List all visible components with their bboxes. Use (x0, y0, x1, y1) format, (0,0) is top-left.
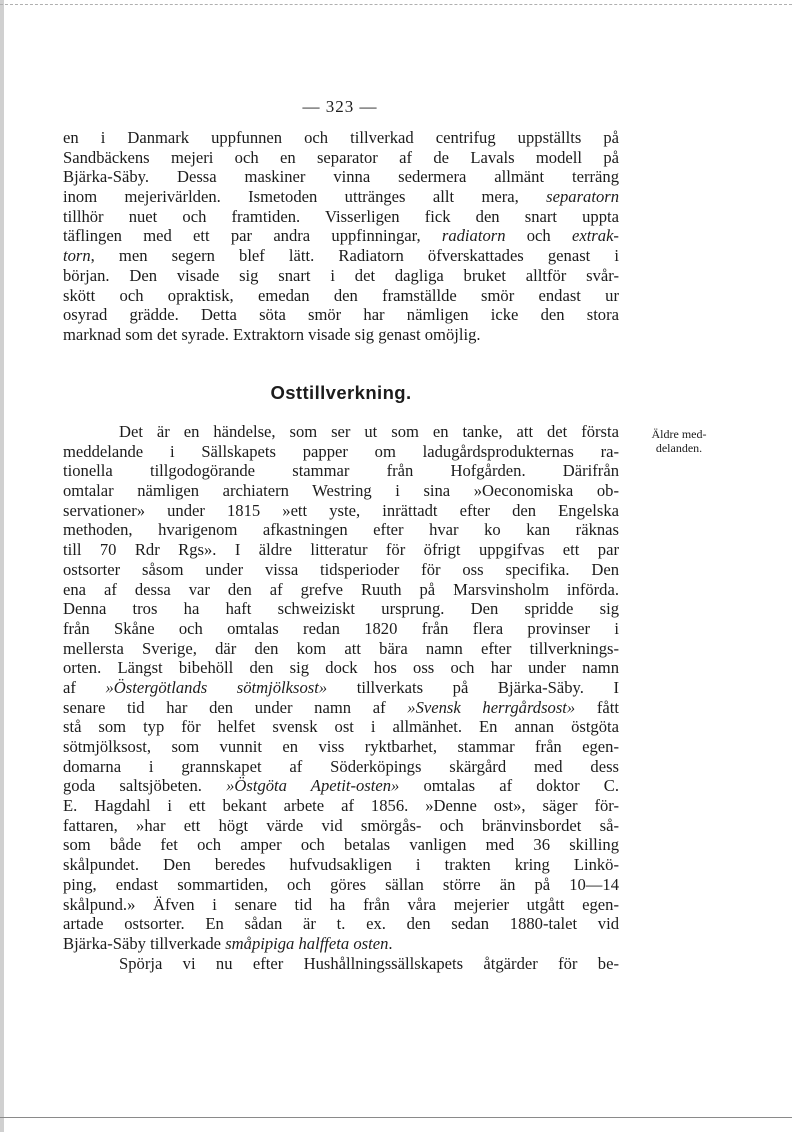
text-line: tillhör nuet och framtiden. Visserligen fick den snart uppta (63, 206, 619, 226)
italic-term: småpipiga halffeta osten (225, 933, 389, 953)
text-line: Sandbäckens mejeri och en separator af de Lavals modell på (63, 147, 619, 167)
text-line: skålpund.» Äfven i senare tid ha från våra mejerier utgått egen- (63, 894, 619, 914)
italic-term: torn (63, 246, 91, 266)
text-line: till 70 Rdr Rgs». I äldre litteratur för öfrigt uppgifvas ett par (63, 540, 619, 560)
text-line: servationer» under 1815 »ett yste, inrättadt efter den Engelska (63, 500, 619, 520)
scan-bottom-border (0, 1117, 792, 1118)
text-line: från Skåne och omtalas redan 1820 från flera provinser i (63, 618, 619, 638)
text-line: senare tid har den under namn af »Svensk herrgårdsost» fått (63, 697, 620, 717)
text-line: mellersta Sverige, där den kom att bära namn efter tillverknings- (63, 638, 619, 658)
text-line: Bjärka-Säby tillverkade småpipiga halffeta osten. (63, 933, 393, 953)
paragraph-2 (63, 422, 619, 973)
text-line: torn, men segern blef lätt. Radiatorn öfverskattades genast i (63, 246, 619, 266)
text-line: som både fet och amper och betalas vanligen med 36 skilling (63, 835, 619, 855)
margin-note-line: delanden. (655, 441, 703, 455)
text-line: skött och opraktisk, emedan den framställde smör endast ur (63, 285, 619, 305)
text-line: E. Hagdahl i ett bekant arbete af 1856. »Denne ost», säger för- (63, 796, 619, 816)
text-line: meddelande i Sällskapets papper om ladugårdsprodukternas ra- (63, 441, 619, 461)
italic-term: »Svensk herrgårdsost» (407, 697, 576, 717)
text-line: osyrad grädde. Detta söta smör har nämligen icke den stora (63, 305, 619, 325)
text-line: marknad som det syrade. Extraktorn visade sig genast omöjlig. (63, 324, 481, 344)
text-line: omtalar nämligen archiatern Westring i sina »Oeconomiska ob- (63, 481, 619, 501)
text-line: artade ostsorter. En sådan är t. ex. den sedan 1880-talet vid (63, 914, 619, 934)
margin-note-line: Äldre med- (651, 427, 707, 441)
scan-left-edge (0, 0, 4, 1132)
italic-term: »Östergötlands sötmjölksost» (105, 677, 328, 697)
text-line: fattaren, »har ett högt värde vid smörgås- och bränvinsbordet så- (63, 815, 619, 835)
text-line: Denna tros ha haft schweiziskt ursprung. Den spridde sig (63, 599, 619, 619)
italic-term: extrak- (571, 226, 619, 246)
text-line: Bjärka-Säby. Dessa maskiner vinna sedermera allmänt terräng (63, 167, 619, 187)
text-line: skålpundet. Den beredes hufvudsakligen i trakten kring Linkö- (63, 855, 619, 875)
text-line: Det är en händelse, som ser ut som en tanke, att det första (119, 422, 619, 441)
text-line: tionella tillgodogörande stammar från Hofgården. Därifrån (63, 461, 619, 481)
section-title: Osttillverkning. (270, 382, 412, 403)
margin-note (634, 427, 724, 455)
italic-term: radiatorn (441, 226, 506, 246)
text-line: af »Östergötlands sötmjölksost» tillverkats på Bjärka-Säby. I (63, 677, 620, 697)
text-line: ostsorter såsom under vissa tidsperioder för oss specifika. Den (63, 559, 619, 579)
text-line: ena af dessa var den af grefve Ruuth på Marsvinsholm införda. (63, 579, 619, 599)
page-number: — 323 — (302, 97, 378, 116)
paragraph-1 (63, 128, 619, 345)
text-line: täflingen med ett par andra uppfinningar, radiatorn och extrak- (63, 226, 619, 246)
text-line: Spörja vi nu efter Hushållningssällskapets åtgärder för be- (119, 953, 619, 973)
text-line: en i Danmark uppfunnen och tillverkad centrifug uppställts på (63, 128, 619, 147)
text-line: methoden, hvarigenom afkastningen efter hvar ko kan räknas (63, 520, 619, 540)
text-line: början. Den visade sig snart i det dagliga bruket alltför svår- (63, 265, 619, 285)
text-line: domarna i grannskapet af Söderköpings skärgård med dess (63, 756, 619, 776)
text-line: goda saltsjöbeten. »Östgöta Apetit-osten» omtalas af doktor C. (63, 776, 620, 796)
italic-term: »Östgöta Apetit-osten» (226, 776, 400, 796)
italic-term: separatorn (546, 187, 619, 207)
scan-top-border (0, 4, 792, 5)
text-line: ping, endast sommartiden, och göres sällan större än på 10—14 (63, 874, 619, 894)
text-line: orten. Längst bibehöll den sig dock hos oss och har under namn (63, 658, 619, 678)
text-line: stå som typ för helfet svensk ost i allmänhet. En annan östgöta (63, 717, 619, 737)
text-line: sötmjölksost, som vunnit en viss ryktbarhet, stammar från egen- (63, 737, 619, 756)
text-line: inom mejerivärlden. Ismetoden uttränges allt mera, separatorn (63, 187, 619, 207)
